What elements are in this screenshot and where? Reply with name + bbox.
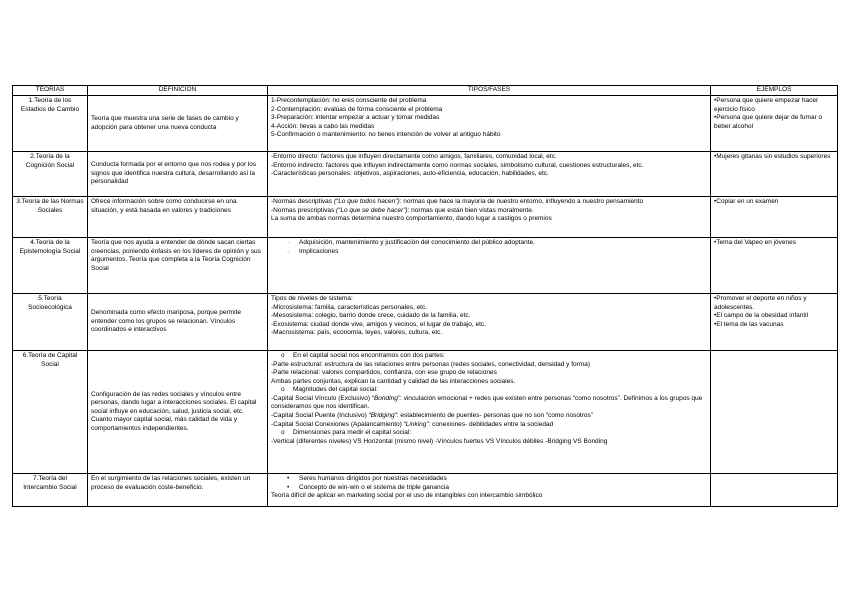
- type-line: [271, 239, 707, 248]
- type-line-prefix: -Capital Social Vínculo (Exclusivo): [271, 394, 372, 402]
- header-theory: TEORÍAS: [13, 86, 88, 96]
- type-line: La suma de ambas normas determina nuestro comportamiento, dando lugar a castigos o premios: [271, 215, 552, 223]
- type-line-text: Implicaciones: [299, 247, 339, 255]
- type-line-prefix: -Capital Social Puente (Inclusivo): [271, 412, 369, 420]
- type-line: 5-Confirmación o mantenimiento: no tienes intención de volver al antiguo hábito: [271, 131, 501, 139]
- type-line-text: Seres humanos dirigidos por nuestras necesidades: [299, 475, 447, 482]
- type-line: [271, 386, 707, 395]
- theory-name: 5.Teoría Socioecológica: [13, 294, 88, 351]
- type-line: Tipos de niveles de sistema:: [271, 295, 353, 302]
- type-line: 1-Precontemplación: no eres consciente del problema: [271, 97, 427, 104]
- type-line-text: Magnitudes del capital social:: [293, 386, 378, 394]
- type-line-quote: “Linking”: [403, 420, 429, 428]
- type-line: [271, 475, 707, 484]
- bullet-glyph: o: [281, 429, 285, 437]
- type-line: [271, 352, 707, 361]
- theory-name: 3.Teoría de las Normas Sociales: [13, 197, 88, 238]
- theory-definition: Ofrece información sobre como conducirse en una situación, y está basada en valores y tradiciones: [88, 197, 268, 238]
- theory-definition: Configuración de las redes sociales y vínculos entre personas, dando lugar a interacciones sociales. El capital social influye en educación, salud, justicia social, etc. Cuanto mayor capital social, más calidad de vida y comportamientos independientes.: [88, 351, 268, 474]
- bullet-glyph: ·: [287, 247, 290, 255]
- type-line: 4-Acción: llevas a cabo las medidas: [271, 122, 375, 130]
- type-line-text: En el capital social nos encontramos con dos partes:: [293, 352, 445, 359]
- theory-examples: [711, 152, 838, 197]
- example-item: •Mujeres gitanas sin estudios superiores: [714, 153, 831, 160]
- theory-name: 7.Teoría del Intercambio Social: [13, 474, 88, 507]
- type-line: -Entorno directo: factores que influyen directamente como amigos, familiares, comunidad local, etc.: [271, 153, 557, 160]
- theory-types: [268, 152, 711, 197]
- type-line-suffix: : normas que están bien vistas moralmente.: [407, 206, 534, 214]
- type-line: [271, 248, 707, 257]
- type-line: -Entorno indirecto: factores que influyen indirectamente como normas sociales, simbolismo cultural, cuestiones estructurales, etc.: [271, 161, 644, 169]
- type-line-prefix: -Capital Social Conexiones (Apalancamiento): [271, 420, 404, 428]
- type-line-prefix: -Normas prescriptivas: [271, 206, 337, 214]
- type-line: [271, 395, 707, 412]
- theory-name: 4.Teoría de la Epistemología Social: [13, 238, 88, 294]
- type-line-suffix: : establecimiento de puentes- personas que no son “como nosotros”: [396, 412, 593, 420]
- table-row: [13, 197, 838, 238]
- type-line: [271, 429, 707, 438]
- type-line: -Mesosistema: colegio, barrio donde crece, cuidado de la familia, etc.: [271, 312, 471, 320]
- type-line: 3-Preparación: intentar empezar a actuar y tomar medidas: [271, 114, 440, 122]
- theory-examples: [711, 351, 838, 474]
- type-line-suffix: : vinculación emocional + redes que existen entre personas “como nosotros”. Definimos a los grupos que consideramos que nos identifican.: [271, 394, 703, 411]
- bullet-glyph: o: [281, 352, 285, 359]
- table-row: [13, 474, 838, 507]
- type-line: -Características personales: objetivos, aspiraciones, auto-eficiencia, educación, habilidades, etc.: [271, 170, 549, 178]
- type-line-text: Dimensiones para medir el capital social:: [293, 429, 412, 437]
- type-line: [271, 484, 707, 493]
- example-item: •Copiar en un examen: [714, 198, 779, 205]
- bullet-glyph: o: [281, 386, 285, 394]
- theory-definition: Denominada como efecto mariposa, porque permite entender como los grupos se relacionan. Vínculos coordinados e interactivos: [88, 294, 268, 351]
- theory-examples: [711, 474, 838, 507]
- theory-examples: [711, 197, 838, 238]
- bullet-glyph: •: [287, 483, 290, 491]
- type-line: -Parte relacional: valores compartidos, confianza, con ese grupo de relaciones: [271, 369, 497, 377]
- header-definition: DEFINICIÓN: [88, 86, 268, 96]
- type-line: -Parte estructural: estructura de las relaciones entre personas (redes sociales, conectividad, densidad y forma): [271, 360, 591, 368]
- table-row: [13, 96, 838, 152]
- header-types: TIPOS/FASES: [268, 86, 711, 96]
- type-line-suffix: : conexiones- debilidades entre la sociedad: [428, 420, 554, 428]
- table-row: [13, 294, 838, 351]
- type-line: 2-Contemplación: evalúas de forma consciente el problema: [271, 105, 443, 113]
- theory-definition: En el surgimiento de las relaciones sociales, existen un proceso de evaluación coste-beneficio.: [88, 474, 268, 507]
- example-item: •El tema de las vacunas: [714, 320, 784, 328]
- type-line: [271, 421, 707, 430]
- theory-name: 6.Teoría de Capital Social: [13, 351, 88, 474]
- type-line-quote: (“Lo que se debe hacer”): [336, 206, 408, 214]
- type-line: [271, 198, 707, 207]
- type-line: Teoría difícil de aplicar en marketing social por el uso de intangibles con intercambio simbólico: [271, 492, 543, 500]
- type-line-quote: “Bonding”: [371, 394, 400, 402]
- type-line: -Macrosistema: país, economía, leyes, valores, cultura, etc.: [271, 329, 443, 337]
- type-line-quote: (“Lo que todos hacen”): [333, 198, 400, 205]
- theory-definition: Teoría que nos ayuda a entender de dónde sacan ciertas creencias, poniendo énfasis en los líderes de opinión y sus argumentos. Teoría que completa a la Teoría Cognición Social: [88, 238, 268, 294]
- table-row: [13, 152, 838, 197]
- theory-types: [268, 474, 711, 507]
- example-item: •El campo de la obesidad infantil: [714, 312, 809, 320]
- header-row: [13, 86, 838, 96]
- theory-types: [268, 238, 711, 294]
- type-line-suffix: : normas que hace la mayoría de nuestro entorno, influyendo a nuestro pensamiento: [399, 198, 644, 205]
- theory-types: [268, 197, 711, 238]
- example-item: •Tema del Vapeo en jóvenes: [714, 239, 797, 246]
- theory-definition: Teoría que muestra una serie de fases de cambio y adopción para obtener una nueva conducta: [88, 96, 268, 152]
- table-row: [13, 238, 838, 294]
- theories-table: [12, 85, 838, 507]
- type-line: -Microsistema: familia, características personales, etc.: [271, 303, 428, 311]
- theory-examples: [711, 294, 838, 351]
- bullet-glyph: ·: [287, 239, 290, 246]
- type-line-text: Adquisición, mantenimiento y justificación del conocimiento del público adoptante.: [299, 239, 535, 246]
- theory-name: 2.Teoría de la Cognición Social: [13, 152, 88, 197]
- type-line: Ambas partes conjuntas, explican la cantidad y calidad de las interacciones sociales.: [271, 377, 516, 385]
- example-item: •Promover el deporte en niños y adolescentes.: [714, 295, 807, 311]
- example-item: •Persona que quiere empezar hacer ejercicio físico: [714, 97, 819, 113]
- theory-definition: Conducta formada por el entorno que nos rodea y por los signos que identifica nuestra cultura, desarrollando así la personalidad: [88, 152, 268, 197]
- table-row: [13, 351, 838, 474]
- type-line: [271, 412, 707, 421]
- theory-types: [268, 351, 711, 474]
- header-examples: EJEMPLOS: [711, 86, 838, 96]
- type-line-quote: “Bridging”: [368, 412, 397, 420]
- type-line-prefix: -Normas descriptivas: [271, 198, 334, 205]
- theory-examples: [711, 96, 838, 152]
- bullet-glyph: •: [287, 475, 290, 482]
- theory-types: [268, 96, 711, 152]
- theory-name: 1.Teoría de los Estadios de Cambio: [13, 96, 88, 152]
- type-line-text: Concepto de win-win o el sistema de triple ganancia: [299, 483, 449, 491]
- theory-examples: [711, 238, 838, 294]
- type-line: -Vertical (diferentes niveles) VS Horizontal (mismo nivel) -Vínculos fuertes VS Vínculos débiles -Bridging VS Bonding: [271, 437, 608, 445]
- theory-types: [268, 294, 711, 351]
- type-line: [271, 207, 707, 216]
- example-item: •Persona que quiere dejar de fumar o beber alcohol: [714, 114, 823, 130]
- type-line: -Exosistema: ciudad donde vive, amigos y vecinos, el lugar de trabajo, etc.: [271, 320, 486, 328]
